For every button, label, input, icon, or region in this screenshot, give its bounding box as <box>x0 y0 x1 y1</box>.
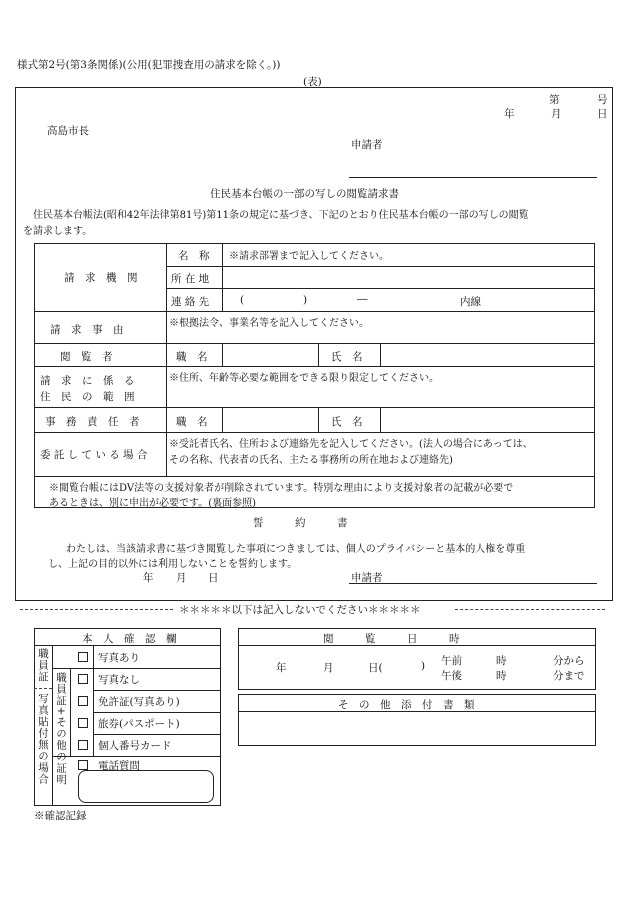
date-nen: 年 <box>504 108 515 120</box>
pledge-signature-line <box>349 583 597 584</box>
name-field[interactable]: ※請求部署まで記入してください。 <box>229 251 389 262</box>
delegate-note-2: その名称、代表者の氏名、主たる事務所の所在地および連絡先) <box>169 455 453 466</box>
delegate-note-1: ※受託者氏名、住所および連絡先を記入してください。(法人の場合にあっては、 <box>169 439 533 450</box>
matter-field[interactable]: ※根拠法令、事業名等を記入してください。 <box>169 318 369 329</box>
viewing-am: 午前 <box>441 655 462 667</box>
contact-paren-close: ) <box>303 294 308 306</box>
applicant-label: 申請者 <box>351 139 383 151</box>
date-hi: 日 <box>597 108 608 120</box>
viewing-paren-close: ) <box>421 660 426 672</box>
viewing-header: 閲 覧 日 時 <box>323 633 460 645</box>
viewer-title-label: 職 名 <box>176 351 208 363</box>
viewing-ji-1: 時 <box>496 655 507 667</box>
viewing-nen: 年 <box>276 662 287 674</box>
photo-checkbox[interactable] <box>78 652 88 662</box>
name-label: 名 称 <box>178 250 210 262</box>
identity-header: 本 人 確 認 欄 <box>82 633 177 645</box>
address-field[interactable] <box>228 268 592 286</box>
staff-card-label: 職員証 <box>37 648 49 683</box>
date-tsuki: 月 <box>551 108 562 120</box>
passport-label: 旅券(パスポート) <box>98 718 180 730</box>
scope-label-1: 請 求 に 係 る <box>40 375 135 387</box>
manager-name-label: 氏 名 <box>331 416 363 428</box>
scope-field[interactable]: ※住所、年齢等必要な範囲をできる限り限定してください。 <box>169 373 439 384</box>
phone-checkbox[interactable] <box>78 760 88 770</box>
pledge-applicant: 申請者 <box>351 572 383 584</box>
contact-label: 連 絡 先 <box>171 296 210 308</box>
number-dai: 第 <box>549 94 560 106</box>
phone-label: 電話質問 <box>98 760 140 772</box>
applicant-signature-line <box>349 177 597 178</box>
manager-title-label: 職 名 <box>176 416 208 428</box>
scope-label-2: 住 民 の 範 囲 <box>40 391 135 403</box>
address-label: 所 在 地 <box>171 273 210 285</box>
form-title: 住民基本台帳の一部の写しの閲覧請求書 <box>210 188 399 200</box>
delegate-label: 委 託 し て い る 場 合 <box>40 449 148 461</box>
divider-text: ＊＊＊＊＊以下は記入しないでください＊＊＊＊＊ <box>179 604 421 616</box>
manager-label: 事 務 責 任 者 <box>45 416 140 428</box>
viewing-until: 分まで <box>553 670 585 682</box>
attachments-header: そ の 他 添 付 書 類 <box>338 699 475 711</box>
contact-dash: ― <box>357 293 368 305</box>
mynumber-label: 個人番号カード <box>98 740 172 752</box>
viewing-hi: 日( <box>368 662 383 674</box>
pledge-title: 誓 約 書 <box>253 517 348 529</box>
requesting-agency-label: 請 求 機 関 <box>64 272 138 284</box>
phone-note-field[interactable] <box>78 770 214 803</box>
mynumber-checkbox[interactable] <box>78 740 88 750</box>
side-label: (表) <box>303 76 322 88</box>
confirm-record: ※確認記録 <box>34 810 87 822</box>
viewing-pm: 午後 <box>441 670 462 682</box>
license-label: 免許証(写真あり) <box>98 696 180 708</box>
intro-line-1: 住民基本台帳法(昭和42年法律第81号)第11条の規定に基づき、下記のとおり住民基本台帳の一部の写しの閲覧 <box>33 210 529 221</box>
photo-label: 写真あり <box>98 652 140 664</box>
no-photo-checkbox[interactable] <box>78 674 88 684</box>
pledge-hi: 日 <box>208 572 219 584</box>
viewing-ji-2: 時 <box>496 670 507 682</box>
viewing-tsuki: 月 <box>323 662 334 674</box>
intro-line-2: を請求します。 <box>23 226 93 237</box>
pledge-line-2: し、上記の目的以外には利用しないことを誓約します。 <box>48 559 298 570</box>
matter-label: 請 求 事 由 <box>50 324 124 336</box>
pledge-line-1: わたしは、当該請求書に基づき閲覧した事項につきましては、個人のプライバシーと基本的人権を尊重 <box>66 544 526 555</box>
license-checkbox[interactable] <box>78 696 88 706</box>
dv-note-1: ※閲覧台帳にはDV法等の支援対象者が削除されています。特別な理由により支援対象者の記載が必要で <box>49 483 514 494</box>
viewer-name-label: 氏 名 <box>331 351 363 363</box>
pledge-nen: 年 <box>143 572 154 584</box>
no-photo-group-label: 写真貼付無の場合 <box>37 693 49 785</box>
viewing-from: 分から <box>553 655 585 667</box>
form-code: 様式第2号(第3条関係)(公用(犯罪捜査用の請求を除く。)) <box>17 59 281 71</box>
extension-label: 内線 <box>460 296 481 308</box>
contact-paren-open: ( <box>240 294 245 306</box>
no-photo-label: 写真なし <box>98 674 140 686</box>
pledge-tsuki: 月 <box>176 572 187 584</box>
viewer-label: 閲 覧 者 <box>60 351 113 363</box>
other-id-group-label: 職員証+その他の証明 <box>55 672 67 786</box>
number-go: 号 <box>597 94 608 106</box>
dv-note-2: あるときは、別に申出が必要です。(裏面参照) <box>49 498 257 509</box>
addressee: 高島市長 <box>47 125 89 137</box>
passport-checkbox[interactable] <box>78 718 88 728</box>
